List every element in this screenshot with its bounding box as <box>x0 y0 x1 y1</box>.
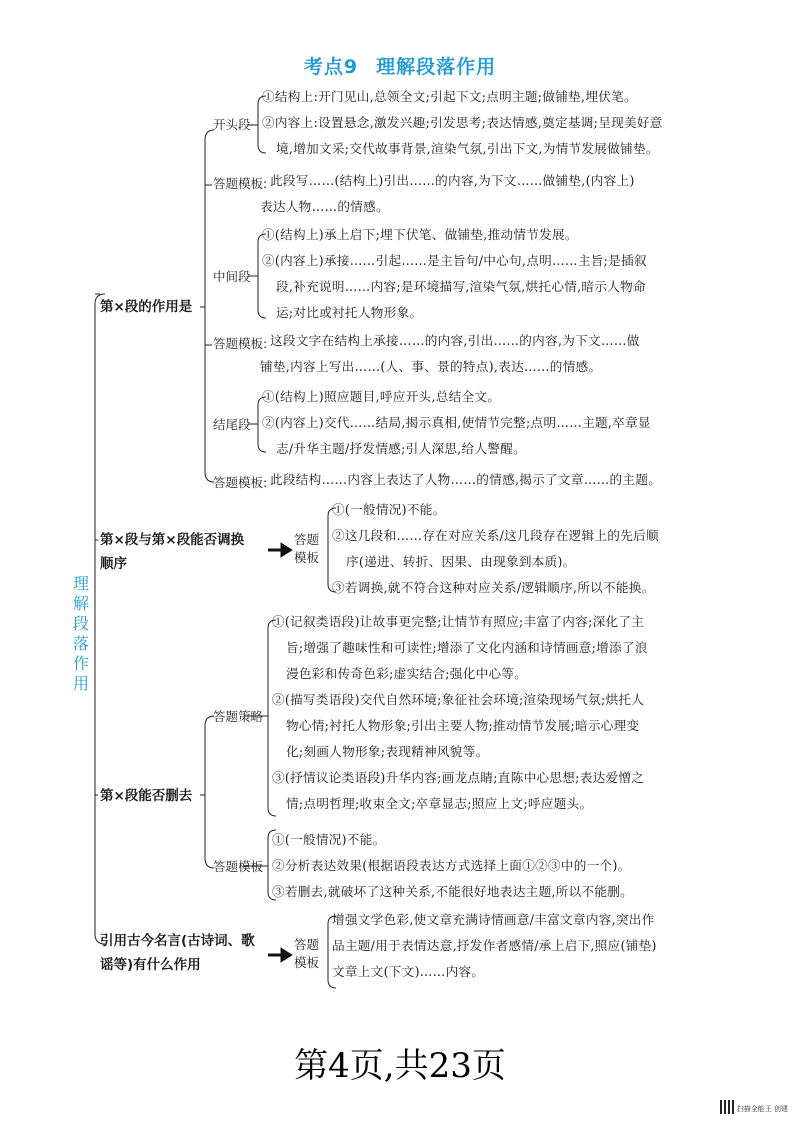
ending-items <box>262 384 742 462</box>
section1-heading: 第×段的作用是 <box>100 299 193 315</box>
section4-heading-line1: 引用古今名言(古诗词、歌 <box>100 933 255 949</box>
title-prefix: 考点9 <box>303 56 359 78</box>
section2-items <box>332 497 772 601</box>
ending-item2-line2: 志/升华主题/抒发情感;引人深思,给人警醒。 <box>276 441 527 456</box>
section2-tag-line2: 模板 <box>294 550 320 565</box>
template3-label: 答题模板: <box>213 475 268 490</box>
section4-tag-line2: 模板 <box>294 955 320 970</box>
side-label: 理解段落作用 <box>72 574 89 693</box>
section2-heading-line1: 第×段与第×段能否调换 <box>100 532 245 548</box>
strategy-items <box>272 609 742 817</box>
template2-label: 答题模板: <box>213 336 268 351</box>
section3-template-item2: ②分析表达效果(根据语段表达方式选择上面①②③中的一个)。 <box>272 858 631 873</box>
section4-heading <box>100 929 280 977</box>
template2-text <box>260 328 750 380</box>
strategy-item1-line2: 旨;增强了趣味性和可读性;增添了文化内涵和诗情画意;增添了浪 <box>286 640 648 655</box>
section2-item2-line2: 序(递进、转折、因果、由现象到本质)。 <box>346 554 576 569</box>
section4-tag <box>294 936 319 972</box>
section3-heading: 第×段能否删去 <box>100 788 193 804</box>
ending-item2-line1: ②(内容上)交代……结局,揭示真相,使情节完整;点明……主题,卒章显 <box>262 415 651 430</box>
section2-tag <box>294 531 319 567</box>
strategy-item2-line2: 物心情;衬托人物形象;引出主要人物;推动情节发展;暗示心理变 <box>286 718 640 733</box>
middle-item1: ①(结构上)承上启下;埋下伏笔、做铺垫,推动情节发展。 <box>262 227 578 242</box>
middle-item2-line3: 运;对比或衬托人物形象。 <box>276 305 423 320</box>
template3-text <box>270 467 750 493</box>
section3-template-item3: ③若删去,就破坏了这种关系,不能很好地表达主题,所以不能删。 <box>272 884 634 899</box>
strategy-label: 答题策略 <box>213 709 264 724</box>
ending-label: 结尾段 <box>213 417 251 432</box>
template2-line1: 这段文字在结构上承接……的内容,引出……的内容,为下文……做 <box>270 333 640 348</box>
section4-text <box>332 907 772 985</box>
section4-heading-line2: 谣等)有什么作用 <box>100 957 201 973</box>
opening-item2-line1: ②内容上:设置悬念,激发兴趣;引发思考;表达情感,奠定基调;呈现美好意 <box>262 115 663 130</box>
title-main: 理解段落作用 <box>376 56 497 78</box>
section4-line1: 增强文学色彩,使文章充满诗情画意/丰富文章内容,突出作 <box>332 912 655 927</box>
root-bracket <box>95 294 105 944</box>
opening-label: 开头段 <box>213 117 251 132</box>
middle-items <box>262 222 742 326</box>
ending-item1: ①(结构上)照应题目,呼应开头,总结全文。 <box>262 389 501 404</box>
template1-text <box>260 168 750 220</box>
opening-item1: ①结构上:开门见山,总领全文;引起下文;点明主题;做铺垫,埋伏笔。 <box>262 89 637 104</box>
strategy-item3-line2: 情;点明哲理;收束全文;卒章显志;照应上文;呼应题头。 <box>286 796 593 811</box>
section3-bracket <box>205 716 214 868</box>
middle-item2-line2: 段,补充说明……内容;是环境描写,渲染气氛,烘托心情,暗示人物命 <box>276 279 646 294</box>
section2-item2-line1: ②这几段和……存在对应关系/这几段存在逻辑上的先后顺 <box>332 528 659 543</box>
section2-heading-line2: 顺序 <box>100 556 127 572</box>
section2-heading <box>100 528 280 576</box>
section3-template-items <box>272 827 742 905</box>
template3-line1: 此段结构……内容上表达了人物……的情感,揭示了文章……的主题。 <box>270 472 662 487</box>
opening-items <box>262 84 742 162</box>
section3-template-item1: ①(一般情况)不能。 <box>272 832 386 847</box>
section2-tag-line1: 答题 <box>294 532 320 547</box>
template2-line2: 铺垫,内容上写出……(人、事、景的特点),表达……的情感。 <box>260 359 602 374</box>
qr-code-icon <box>720 1100 734 1114</box>
page-footer: 第4页,共23页 <box>294 1046 506 1086</box>
section4-tag-line1: 答题 <box>294 937 320 952</box>
section4-line3: 文章上文(下文)……内容。 <box>332 964 485 979</box>
middle-item2-line1: ②(内容上)承接……引起……是主旨句/中心句,点明……主旨;是插叙 <box>262 253 647 268</box>
watermark: 扫描全能王 创建 <box>736 1105 788 1113</box>
strategy-item2-line1: ②(描写类语段)交代自然环境;象征社会环境;渲染现场气氛;烘托人 <box>272 692 645 707</box>
section2-item1: ①(一般情况)不能。 <box>332 502 446 517</box>
section4-line2: 品主题/用于表情达意,抒发作者感情/承上启下,照应(铺垫) <box>332 938 657 953</box>
template1-label: 答题模板: <box>213 176 268 191</box>
template1-line1: 此段写……(结构上)引出……的内容,为下文……做铺垫,(内容上) <box>270 173 635 188</box>
strategy-item2-line3: 化;刻画人物形象;表现精神风貌等。 <box>286 744 489 759</box>
middle-label: 中间段 <box>213 269 251 284</box>
opening-item2-line2: 境,增加文采;交代故事背景,渲染气氛,引出下文,为情节发展做铺垫。 <box>276 141 659 156</box>
strategy-item3-line1: ③(抒情议论类语段)升华内容;画龙点睛;直陈中心思想;表达爱憎之 <box>272 770 645 785</box>
strategy-item1-line3: 漫色彩和传奇色彩;虚实结合;强化中心等。 <box>286 666 528 681</box>
section3-template-label: 答题模板 <box>213 859 264 874</box>
section2-item3: ③若调换,就不符合这种对应关系/逻辑顺序,所以不能换。 <box>332 580 655 595</box>
strategy-item1-line1: ①(记叙类语段)让故事更完整;让情节有照应;丰富了内容;深化了主 <box>272 614 645 629</box>
template1-line2: 表达人物……的情感。 <box>260 199 389 214</box>
